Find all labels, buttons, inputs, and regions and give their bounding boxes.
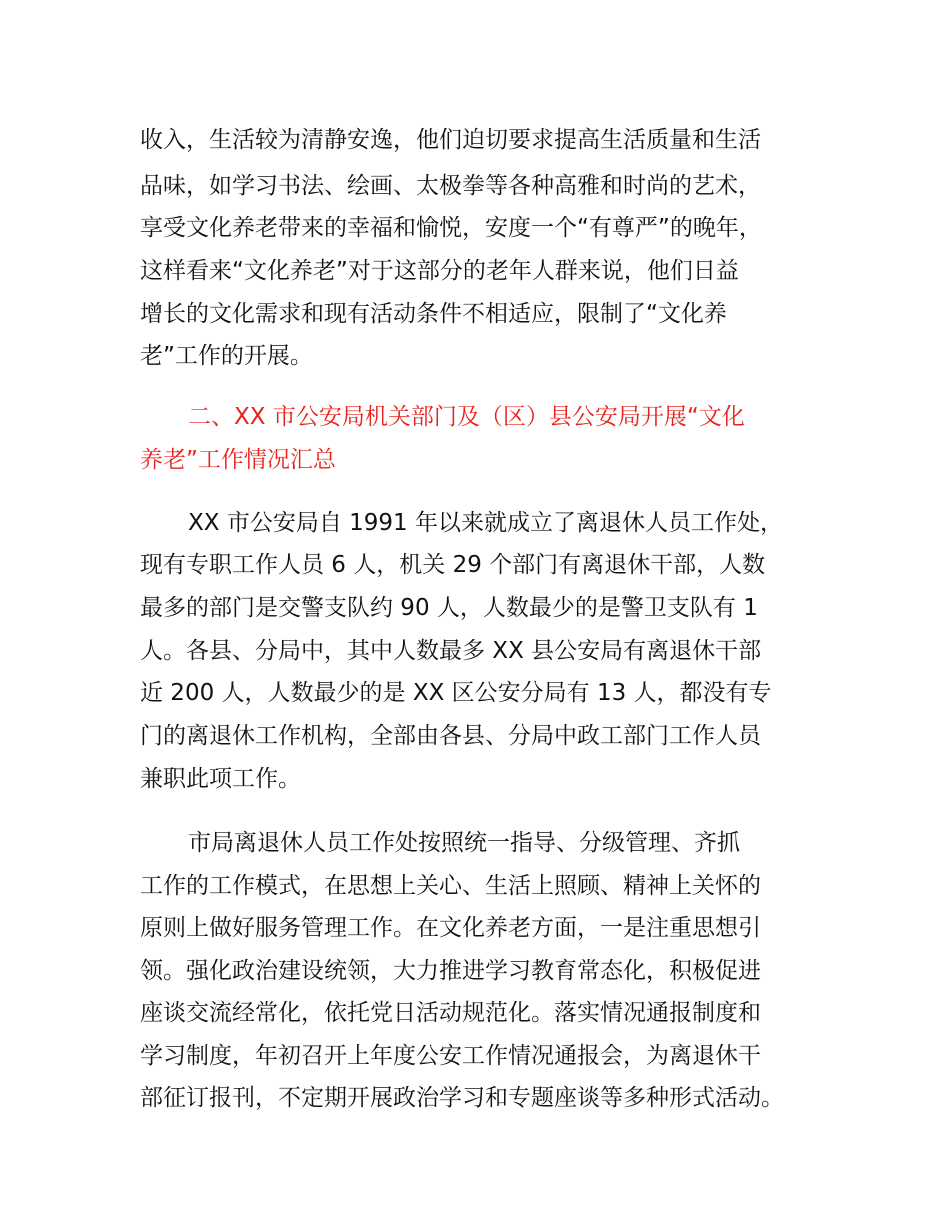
section-heading: 养老”工作情况汇总 — [140, 447, 336, 473]
paragraph1-line: 品味，如学习书法、绘画、太极拳等各种高雅和时尚的艺术， — [140, 173, 761, 199]
paragraph1-line: 享受文化养老带来的幸福和愉悦，安度一个“有尊严”的晚年， — [140, 215, 762, 241]
section-heading: 二、XX 市公安局机关部门及（区）县公安局开展“文化 — [188, 404, 745, 430]
paragraph2-line: 现有专职工作人员 6 人，机关 29 个部门有离退休干部，人数 — [140, 552, 766, 578]
paragraph2-line: 门的离退休工作机构，全部由各县、分局中政工部门工作人员 — [140, 723, 761, 749]
paragraph1-line: 增长的文化需求和现有活动条件不相适应，限制了“文化养 — [140, 301, 727, 327]
paragraph2-line: 人。各县、分局中，其中人数最多 XX 县公安局有离退休干部 — [140, 638, 762, 664]
paragraph3-line: 原则上做好服务管理工作。在文化养老方面，一是注重思想引 — [140, 915, 761, 941]
paragraph2-line: 近 200 人，人数最少的是 XX 区公安分局有 13 人，都没有专 — [140, 680, 772, 706]
paragraph2-line: XX 市公安局自 1991 年以来就成立了离退休人员工作处， — [188, 510, 783, 536]
paragraph3-line: 工作的工作模式，在思想上关心、生活上照顾、精神上关怀的 — [140, 873, 761, 899]
paragraph3-line: 领。强化政治建设统领，大力推进学习教育常态化，积极促进 — [140, 958, 761, 984]
paragraph3-line: 学习制度，年初召开上年度公安工作情况通报会，为离退休干 — [140, 1043, 761, 1069]
paragraph2-line: 兼职此项工作。 — [140, 766, 301, 792]
paragraph2-line: 最多的部门是交警支队约 90 人，人数最少的是警卫支队有 1 — [140, 595, 758, 621]
paragraph3-line: 市局离退休人员工作处按照统一指导、分级管理、齐抓 — [188, 830, 740, 856]
paragraph1-line: 这样看来“文化养老”对于这部分的老年人群来说，他们日益 — [140, 258, 739, 284]
paragraph1-line: 收入，生活较为清静安逸，他们迫切要求提高生活质量和生活 — [140, 127, 761, 153]
paragraph1-line: 老”工作的开展。 — [140, 343, 313, 369]
paragraph3-line: 座谈交流经常化，依托党日活动规范化。落实情况通报制度和 — [140, 1000, 761, 1026]
paragraph3-line: 部征订报刊，不定期开展政治学习和专题座谈等多种形式活动。 — [140, 1085, 784, 1111]
